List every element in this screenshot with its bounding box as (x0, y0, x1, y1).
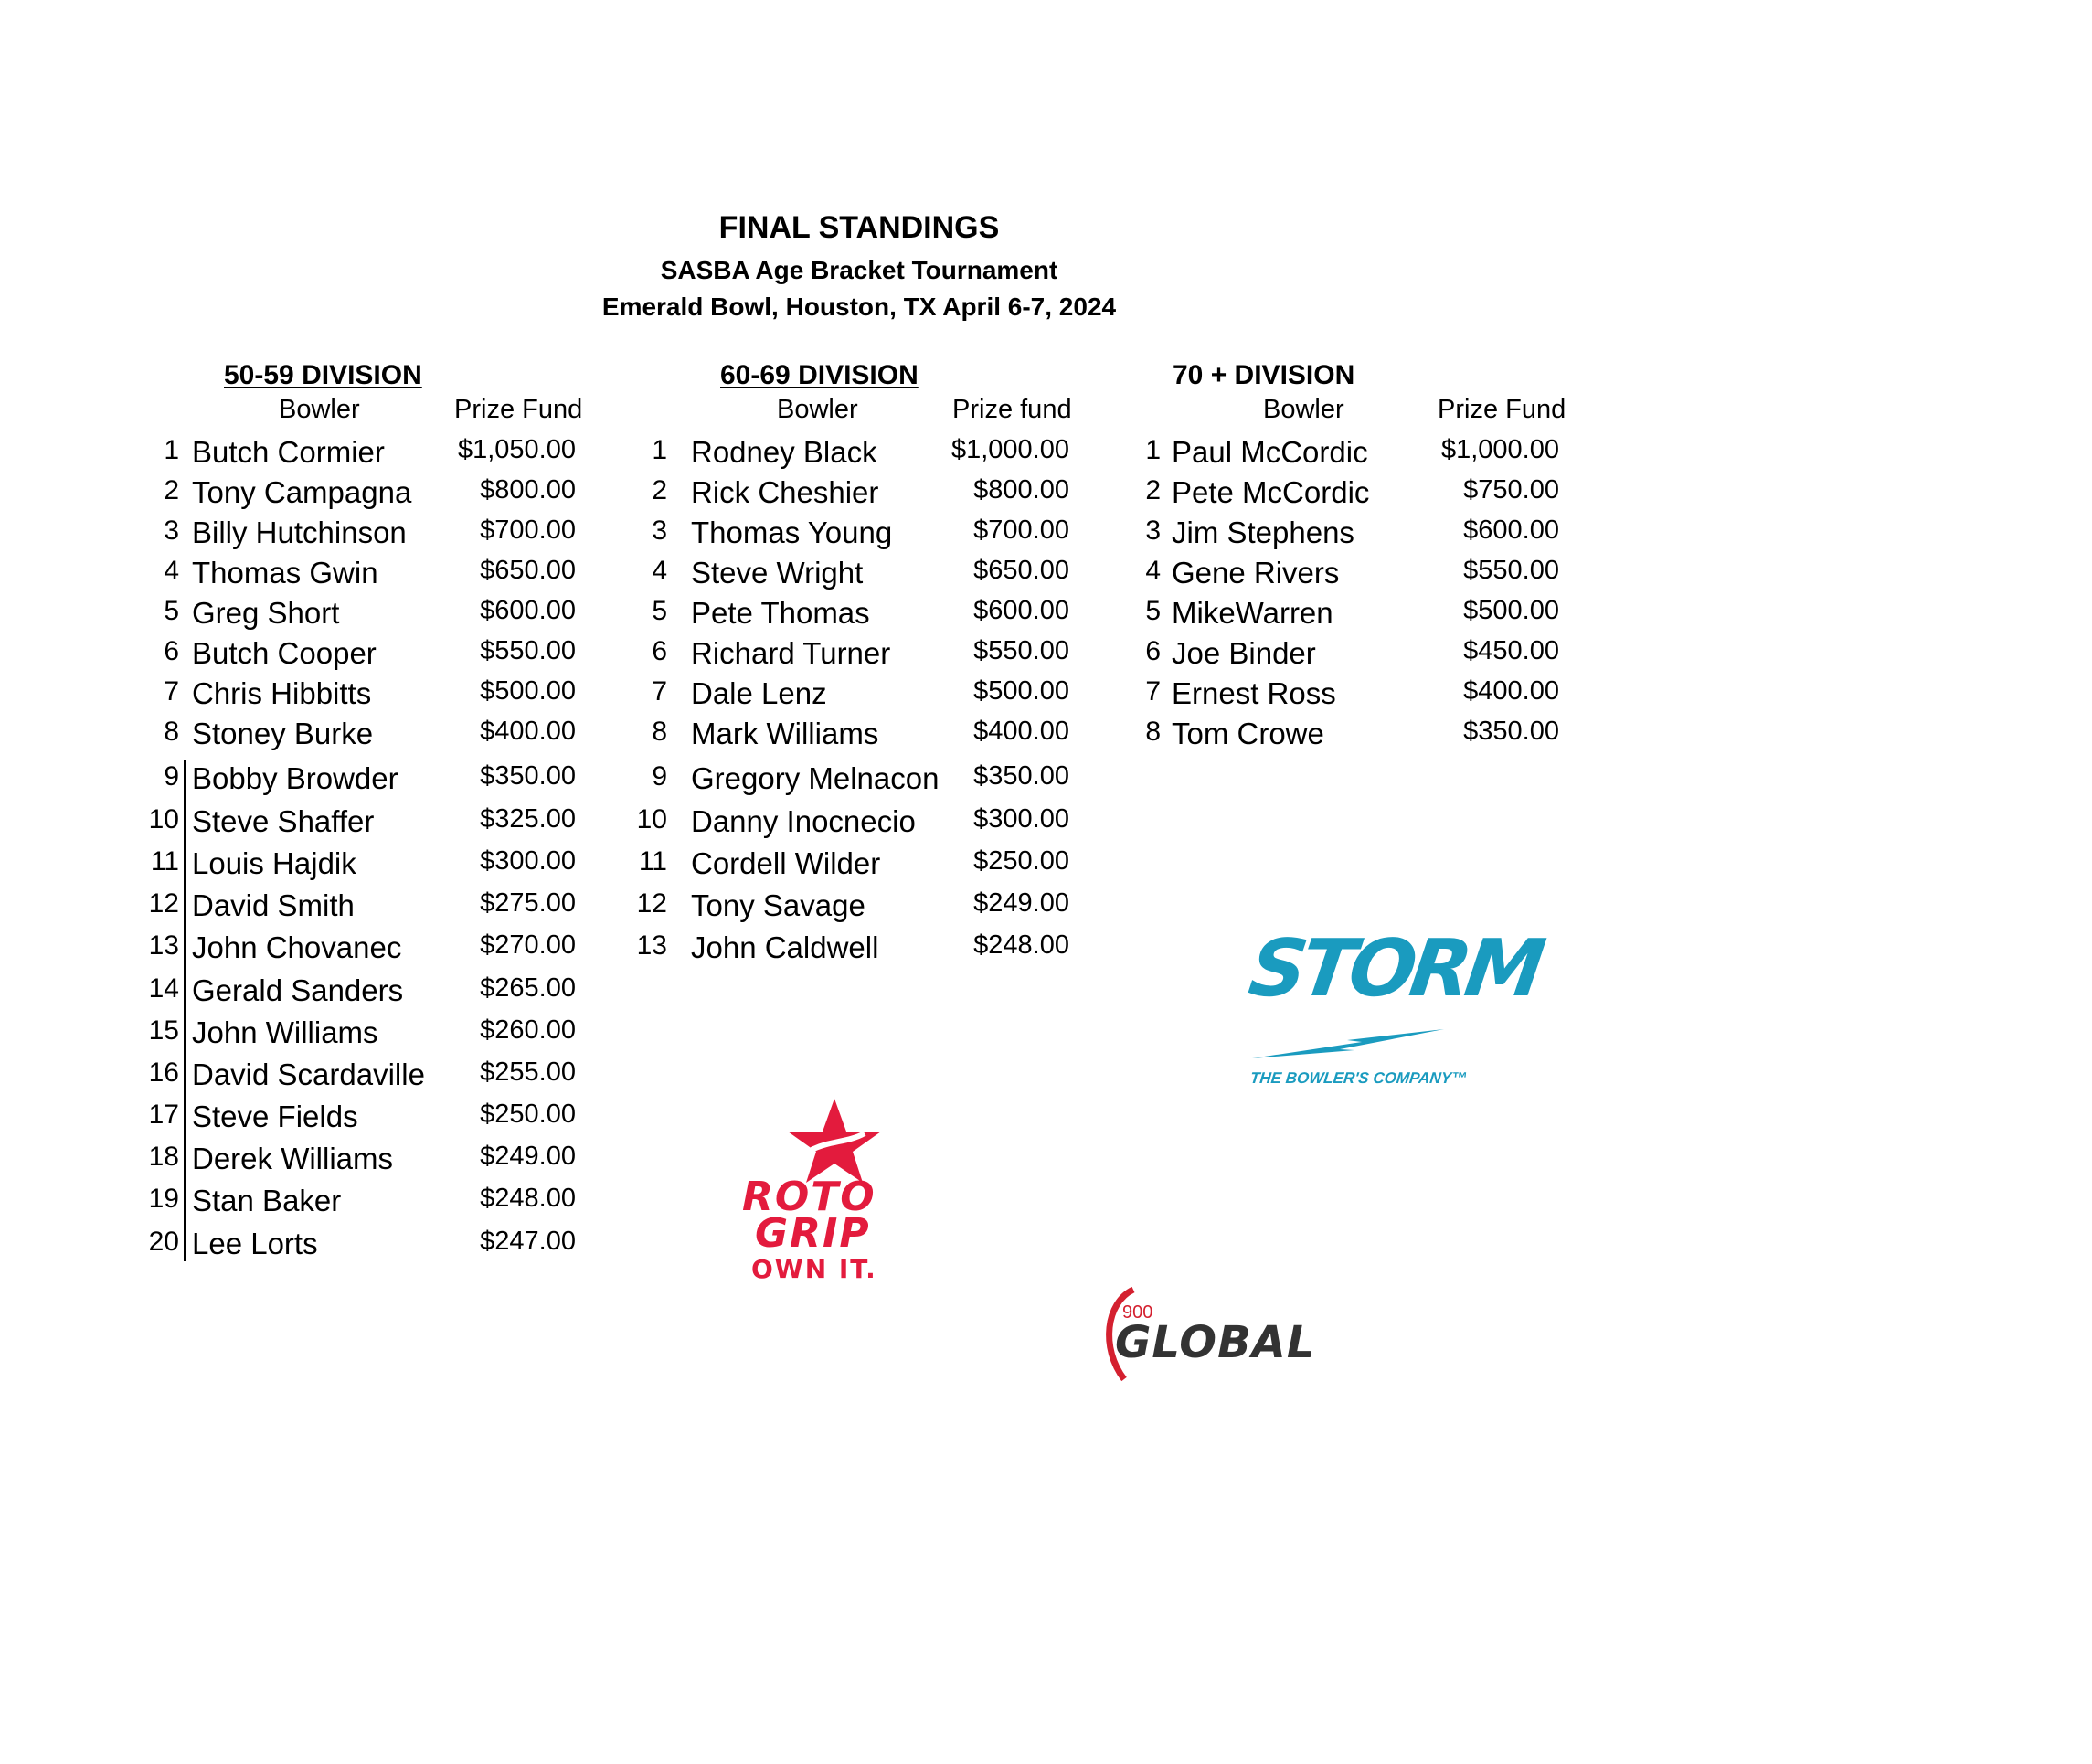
bowler-name: Pete McCordic (1172, 475, 1370, 509)
rank-number: 10 (636, 804, 667, 834)
prize-amount: $400.00 (480, 717, 576, 746)
rank-number: 2 (652, 475, 667, 505)
bowler-name: Butch Cormier (192, 435, 385, 469)
bowler-column-header: Bowler (1263, 395, 1344, 424)
prize-amount: $550.00 (973, 636, 1069, 665)
rank-number: 3 (164, 515, 179, 546)
page-title: FINAL STANDINGS (718, 210, 1000, 245)
rank-number: 3 (1145, 515, 1161, 546)
rank-number: 18 (148, 1142, 179, 1172)
prize-amount: $250.00 (973, 846, 1069, 876)
bowler-name: Butch Cooper (192, 636, 377, 670)
star-icon (784, 1097, 885, 1184)
bowler-name: Steve Wright (691, 556, 864, 590)
rank-number: 1 (1145, 435, 1161, 465)
prize-amount: $400.00 (973, 717, 1069, 746)
prize-amount: $1,000.00 (950, 435, 1069, 464)
storm-logo (1243, 923, 1545, 1097)
prize-amount: $400.00 (1463, 676, 1559, 706)
bowler-name: Jim Stephens (1172, 515, 1354, 549)
prize-amount: $270.00 (480, 930, 576, 960)
prize-amount: $700.00 (480, 515, 576, 545)
storm-tagline: THE BOWLER'S COMPANY™ (1249, 1069, 1469, 1087)
rank-number: 4 (164, 556, 179, 586)
rank-number: 1 (164, 435, 179, 465)
bowler-name: Lee Lorts (192, 1227, 318, 1260)
bowler-name: Gerald Sanders (192, 973, 404, 1007)
rank-number: 13 (636, 930, 667, 961)
bowler-name: Louis Hajdik (192, 846, 356, 880)
bowler-name: Derek Williams (192, 1142, 394, 1175)
prize-amount: $350.00 (1463, 717, 1559, 746)
bowler-name: Cordell Wilder (691, 846, 881, 880)
rank-number: 8 (1145, 717, 1161, 747)
prize-amount: $248.00 (480, 1184, 576, 1213)
tournament-name: SASBA Age Bracket Tournament (660, 256, 1058, 284)
rank-number: 9 (164, 761, 179, 792)
prize-amount: $500.00 (973, 676, 1069, 706)
global-wordmark: GLOBAL (1115, 1317, 1316, 1368)
rank-number: 15 (148, 1015, 179, 1046)
bowler-name: John Chovanec (192, 930, 402, 964)
prize-amount: $350.00 (973, 761, 1069, 791)
bowler-name: Richard Turner (691, 636, 891, 670)
rank-number: 7 (1145, 676, 1161, 707)
prize-amount: $600.00 (1463, 515, 1559, 545)
rank-number: 8 (164, 717, 179, 747)
bowler-name: Joe Binder (1172, 636, 1316, 670)
bowler-name: Stan Baker (192, 1184, 342, 1217)
prize-amount: $800.00 (480, 475, 576, 505)
bowler-name: Dale Lenz (691, 676, 827, 710)
grip-wordmark: GRIP (755, 1210, 871, 1257)
prize-amount: $650.00 (480, 556, 576, 585)
bowler-name: Bobby Browder (192, 761, 398, 795)
prize-amount: $650.00 (973, 556, 1069, 585)
bowler-name: Steve Shaffer (192, 804, 375, 838)
rank-number: 6 (164, 636, 179, 666)
rank-number: 17 (148, 1100, 179, 1130)
prize-amount: $750.00 (1463, 475, 1559, 505)
prize-amount: $350.00 (480, 761, 576, 791)
prize-amount: $248.00 (973, 930, 1069, 960)
bowler-name: Paul McCordic (1172, 435, 1368, 469)
bowler-column-header: Bowler (279, 395, 360, 424)
rank-number: 13 (148, 930, 179, 961)
rank-number: 5 (1145, 596, 1161, 626)
bowler-name: Tony Savage (691, 888, 865, 922)
bowler-name: Gene Rivers (1172, 556, 1340, 590)
prize-amount: $500.00 (480, 676, 576, 706)
bowler-column-header: Bowler (777, 395, 858, 424)
prize-amount: $600.00 (480, 596, 576, 625)
prize-amount: $300.00 (973, 804, 1069, 834)
rank-number: 4 (1145, 556, 1161, 586)
rank-number: 7 (164, 676, 179, 707)
rank-number: 5 (164, 596, 179, 626)
rank-number: 12 (636, 888, 667, 919)
rank-number: 4 (652, 556, 667, 586)
rank-number: 12 (148, 888, 179, 919)
rank-number: 11 (150, 846, 179, 877)
rank-number: 7 (652, 676, 667, 707)
rank-number: 6 (652, 636, 667, 666)
roto-wordmark: ROTO (742, 1174, 876, 1220)
prize-amount: $550.00 (1463, 556, 1559, 585)
900-global-logo (1097, 1284, 1316, 1385)
rank-number: 2 (1145, 475, 1161, 505)
rank-divider-line (184, 760, 186, 1261)
division-title: 60-69 DIVISION (720, 360, 919, 390)
prize-amount: $265.00 (480, 973, 576, 1003)
bowler-name: Chris Hibbitts (192, 676, 372, 710)
bowler-name: Ernest Ross (1172, 676, 1336, 710)
rank-number: 6 (1145, 636, 1161, 666)
rank-number: 11 (638, 846, 667, 877)
rank-number: 2 (164, 475, 179, 505)
prize-amount: $550.00 (480, 636, 576, 665)
prize-amount: $260.00 (480, 1015, 576, 1045)
rank-number: 1 (652, 435, 667, 465)
bowler-name: Rick Cheshier (691, 475, 879, 509)
bowler-name: Danny Inocnecio (691, 804, 916, 838)
prize-amount: $255.00 (480, 1057, 576, 1087)
global-number: 900 (1122, 1302, 1153, 1323)
bowler-name: Tony Campagna (192, 475, 412, 509)
venue-and-date: Emerald Bowl, Houston, TX April 6-7, 2024 (601, 292, 1117, 321)
prize-column-header: Prize Fund (454, 395, 583, 424)
bowler-name: David Smith (192, 888, 355, 922)
prize-amount: $249.00 (480, 1142, 576, 1171)
prize-column-header: Prize Fund (1438, 395, 1566, 424)
division-title: 50-59 DIVISION (224, 360, 422, 390)
prize-amount: $249.00 (973, 888, 1069, 918)
bowler-name: John Williams (192, 1015, 378, 1049)
lightning-bolt-icon (1252, 1025, 1453, 1062)
bowler-name: Rodney Black (691, 435, 877, 469)
bowler-name: Thomas Gwin (192, 556, 378, 590)
prize-amount: $325.00 (480, 804, 576, 834)
prize-amount: $300.00 (480, 846, 576, 876)
rank-number: 8 (652, 717, 667, 747)
bowler-name: Tom Crowe (1172, 717, 1324, 750)
bowler-name: Mark Williams (691, 717, 879, 750)
rank-number: 9 (652, 761, 667, 792)
rank-number: 16 (148, 1057, 179, 1088)
prize-amount: $800.00 (973, 475, 1069, 505)
rank-number: 10 (148, 804, 179, 834)
division-title: 70 + DIVISION (1173, 360, 1355, 390)
rank-number: 20 (148, 1227, 179, 1257)
roto-grip-tagline: OWN IT. (751, 1254, 877, 1284)
bowler-name: MikeWarren (1172, 596, 1333, 630)
roto-grip-logo (740, 1097, 932, 1284)
prize-amount: $1,050.00 (457, 435, 576, 464)
storm-wordmark: STORM (1243, 923, 1545, 1015)
bowler-name: Steve Fields (192, 1100, 358, 1133)
bowler-name: David Scardaville (192, 1057, 425, 1091)
prize-column-header: Prize fund (952, 395, 1072, 424)
bowler-name: Greg Short (192, 596, 340, 630)
prize-amount: $250.00 (480, 1100, 576, 1129)
bowler-name: John Caldwell (691, 930, 879, 964)
bowler-name: Thomas Young (691, 515, 893, 549)
bowler-name: Pete Thomas (691, 596, 870, 630)
bowler-name: Stoney Burke (192, 717, 374, 750)
rank-number: 19 (148, 1184, 179, 1214)
prize-amount: $247.00 (480, 1227, 576, 1256)
rank-number: 14 (148, 973, 179, 1004)
prize-amount: $500.00 (1463, 596, 1559, 625)
rank-number: 5 (652, 596, 667, 626)
prize-amount: $600.00 (973, 596, 1069, 625)
prize-amount: $450.00 (1463, 636, 1559, 665)
prize-amount: $275.00 (480, 888, 576, 918)
bowler-name: Billy Hutchinson (192, 515, 407, 549)
prize-amount: $700.00 (973, 515, 1069, 545)
prize-amount: $1,000.00 (1440, 435, 1559, 464)
rank-number: 3 (652, 515, 667, 546)
bowler-name: Gregory Melnacon (691, 761, 940, 795)
